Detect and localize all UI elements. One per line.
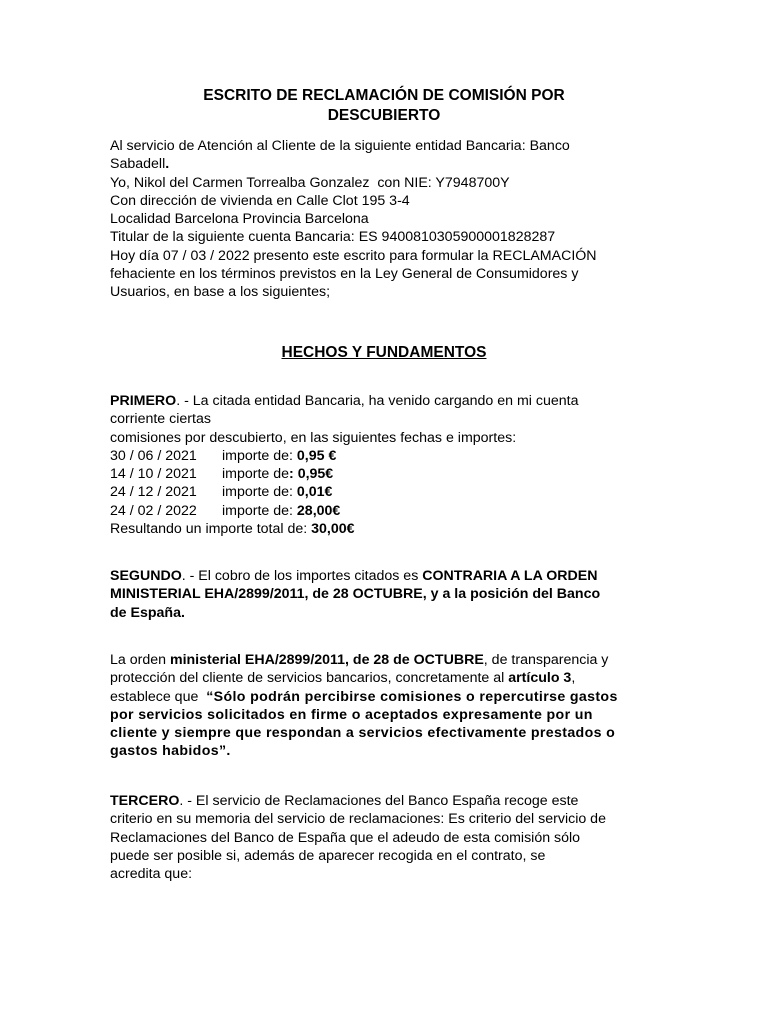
segundo-line: MINISTERIAL EHA/2899/2011, de 28 OCTUBRE, y a la posición del Banco <box>110 586 601 603</box>
intro-line: Localidad Barcelona Provincia Barcelona <box>110 211 369 228</box>
charge-date: 14 / 10 / 2021 <box>110 466 197 483</box>
document-title <box>0 86 768 126</box>
orden-line: protección del cliente de servicios bancarios, concretamente al artículo 3, <box>110 670 576 687</box>
charge-date: 30 / 06 / 2021 <box>110 447 197 464</box>
charge-row <box>110 465 670 483</box>
article-reference: artículo 3 <box>508 670 572 687</box>
charge-date: 24 / 12 / 2021 <box>110 484 197 501</box>
quotation-line: por servicios solicitados en firme o aceptados expresamente por un <box>110 706 593 723</box>
quotation-line: gastos habidos”. <box>110 743 231 760</box>
tercero-line: puede ser posible si, además de aparecer recogida en el contrato, se <box>110 847 546 864</box>
quotation-line: cliente y siempre que respondan a servicios efectivamente prestados o <box>110 725 616 742</box>
tercero-line: acredita que: <box>110 866 193 883</box>
total-value: 30,00€ <box>311 521 355 538</box>
segundo-section <box>110 567 670 622</box>
charge-amount: 28,00€ <box>296 502 341 519</box>
charge-amount: : 0,95€ <box>289 466 334 483</box>
intro-line <box>110 155 670 173</box>
orden-reference: ministerial EHA/2899/2011, de 28 de OCTUBRE <box>169 652 484 668</box>
charge-row <box>110 447 670 465</box>
intro-line: Yo, Nikol del Carmen Torrealba Gonzalez con NIE: Y7948700Y <box>110 174 510 191</box>
intro-line: Usuarios, en base a los siguientes; <box>110 284 331 301</box>
segundo-line: de España. <box>110 604 185 621</box>
charge-amount: 0,95 € <box>296 447 337 464</box>
tercero-section <box>110 792 670 883</box>
primero-label: PRIMERO <box>110 393 177 409</box>
total-label: Resultando un importe total de: <box>110 521 312 538</box>
title-line-1: ESCRITO DE RECLAMACIÓN DE COMISIÓN POR <box>203 87 565 104</box>
primero-line: comisiones por descubierto, en las siguientes fechas e importes: <box>110 429 517 446</box>
intro-paragraph <box>110 137 670 302</box>
charge-amount: 0,01€ <box>296 484 333 501</box>
intro-line: Al servicio de Atención al Cliente de la siguiente entidad Bancaria: Banco <box>110 138 570 154</box>
tercero-line: criterio en su memoria del servicio de reclamaciones: Es criterio del servicio de <box>110 811 606 828</box>
primero-line: corriente ciertas <box>110 411 211 428</box>
charge-label: importe de: <box>222 502 297 519</box>
orden-paragraph <box>110 651 670 761</box>
tercero-line: TERCERO. - El servicio de Reclamaciones del Banco España recoge este <box>110 793 579 809</box>
charge-label: importe de: <box>222 484 297 501</box>
intro-line: Con dirección de vivienda en Calle Clot 195 3-4 <box>110 192 410 209</box>
bank-name: Sabadell <box>110 156 166 173</box>
quotation: “Sólo podrán percibirse comisiones o repercutirse gastos <box>206 688 618 705</box>
charge-row <box>110 502 670 520</box>
section-heading: HECHOS Y FUNDAMENTOS <box>281 344 487 361</box>
intro-line: Hoy día 07 / 03 / 2022 presento este escrito para formular la RECLAMACIÓN <box>110 247 597 264</box>
primero-section <box>110 392 670 538</box>
charge-date: 24 / 02 / 2022 <box>110 502 197 519</box>
total-row <box>110 520 670 538</box>
bank-name-period: . <box>165 156 170 173</box>
orden-line: La orden ministerial EHA/2899/2011, de 28 de OCTUBRE, de transparencia y <box>110 652 609 668</box>
charge-label: importe de: <box>222 447 297 464</box>
tercero-line: Reclamaciones del Banco de España que el adeudo de esta comisión sólo <box>110 829 581 846</box>
segundo-line: SEGUNDO. - El cobro de los importes citados es CONTRARIA A LA ORDEN <box>110 568 598 584</box>
intro-line: Titular de la siguiente cuenta Bancaria: ES 9400810305900001828287 <box>110 229 556 246</box>
charge-label: importe de <box>222 466 290 483</box>
segundo-label: SEGUNDO <box>110 568 182 584</box>
primero-line: PRIMERO. - La citada entidad Bancaria, ha venido cargando en mi cuenta <box>110 393 579 409</box>
charge-row <box>110 483 670 501</box>
intro-line: fehaciente en los términos previstos en la Ley General de Consumidores y <box>110 266 579 283</box>
title-line-2: DESCUBIERTO <box>327 107 441 124</box>
tercero-label: TERCERO <box>110 793 180 809</box>
orden-line: establece que “Sólo podrán percibirse comisiones o repercutirse gastos <box>110 688 618 705</box>
